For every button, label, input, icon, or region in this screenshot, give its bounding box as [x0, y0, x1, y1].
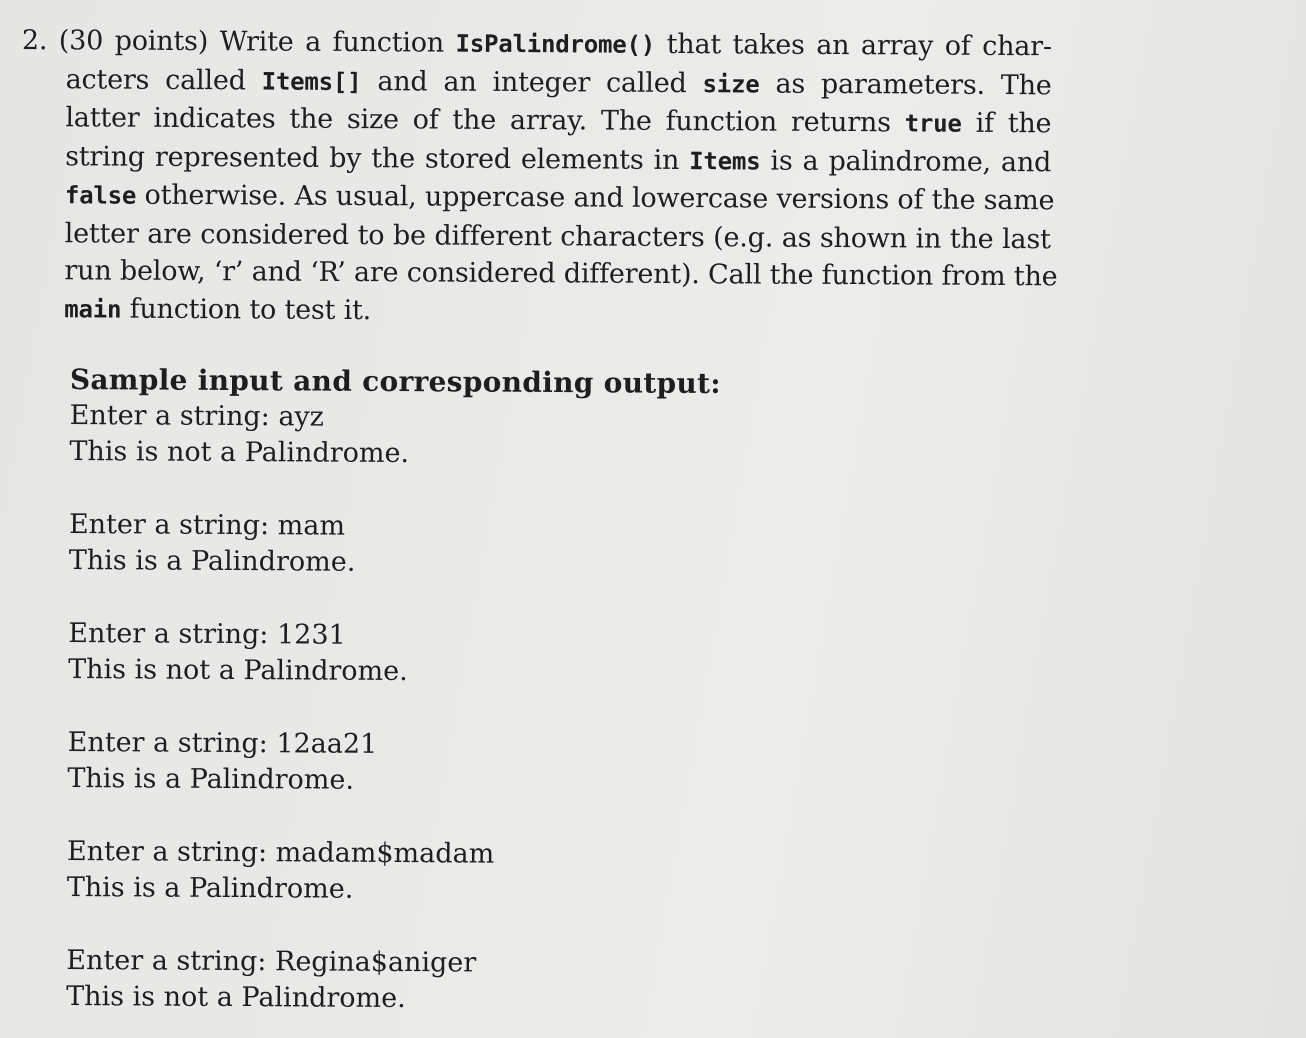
problem-text: otherwise. As usual, uppercase and lowercase versions of the same [136, 179, 1055, 217]
sample-io-section [66, 362, 770, 1019]
problem-text: if the [961, 107, 1052, 140]
sample-run [67, 725, 767, 801]
size-param-code: size [702, 69, 760, 99]
problem-line [65, 138, 1051, 183]
sample-result: This is not a Palindrome. [66, 980, 406, 1015]
problem-text: and an integer called [361, 65, 703, 99]
problem-line [66, 61, 1052, 106]
problem-text: acters called [65, 63, 262, 96]
sample-prompt: Enter a string: madam$madam [66, 835, 495, 870]
problem-text: string represented by the stored elements in [65, 140, 690, 176]
problem-line [64, 252, 1058, 296]
problem-text: (30 points) Write a function [58, 25, 456, 59]
problem-line [64, 176, 1055, 221]
problem-text: function to test it. [121, 293, 372, 326]
problem-line [65, 215, 1051, 259]
sample-prompt: Enter a string: ayz [69, 399, 325, 433]
problem-line [64, 290, 1050, 335]
sample-prompt: Enter a string: mam [68, 508, 346, 542]
true-code: true [904, 109, 962, 138]
sample-result: This is not a Palindrome. [68, 653, 408, 688]
main-code: main [64, 294, 122, 324]
items-param-code: Items[] [261, 66, 362, 96]
problem-text: run below, ‘r’ and ‘R’ are considered different). Call the function from the [64, 255, 1058, 293]
problem-line [65, 99, 1051, 144]
problem-text: letter are considered to be different characters (e.g. as shown in the last [64, 217, 1051, 255]
problem-statement [20, 22, 1062, 334]
sample-result: This is a Palindrome. [66, 871, 354, 905]
sample-run [69, 398, 769, 474]
sample-io-heading: Sample input and corresponding output: [69, 362, 722, 400]
false-code: false [64, 181, 137, 210]
problem-text: is a palindrome, and [760, 145, 1052, 178]
sample-prompt: Enter a string: 12aa21 [67, 726, 378, 760]
sample-run [67, 834, 767, 910]
problem-text: that takes an array of char- [654, 28, 1052, 63]
sample-prompt: Enter a string: 1231 [68, 617, 346, 651]
sample-run [69, 507, 769, 583]
problem-line [22, 22, 1052, 67]
sample-result: This is a Palindrome. [68, 544, 356, 578]
sample-run [68, 616, 768, 692]
problem-text: latter indicates the size of the array. The function returns [65, 102, 905, 139]
items-code: Items [689, 146, 761, 176]
sample-result: This is not a Palindrome. [69, 435, 410, 470]
sample-run [66, 943, 766, 1019]
problem-number: 2. [21, 24, 48, 57]
sample-result: This is a Palindrome. [67, 762, 355, 796]
sample-prompt: Enter a string: Regina$aniger [66, 944, 477, 979]
function-name-code: IsPalindrome() [455, 29, 656, 59]
problem-text: as parameters. The [759, 68, 1052, 101]
